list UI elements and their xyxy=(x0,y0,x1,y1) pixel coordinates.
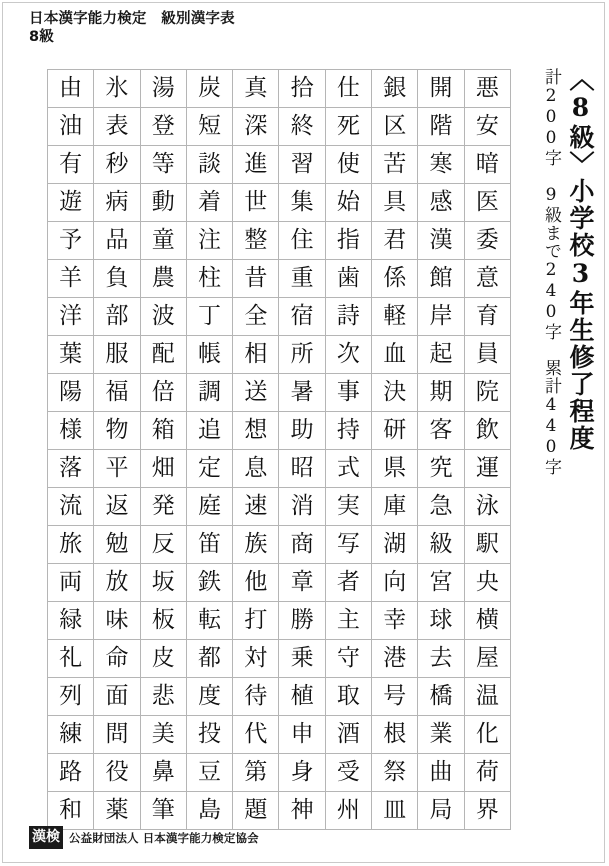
kanji-cell: 予 xyxy=(48,222,94,260)
kanji-cell: 命 xyxy=(94,640,140,678)
kanji-cell: 員 xyxy=(464,336,510,374)
kanji-cell: 館 xyxy=(418,260,464,298)
kanji-cell: 畑 xyxy=(140,450,186,488)
kanji-cell: 放 xyxy=(94,564,140,602)
kanji-cell: 身 xyxy=(279,754,325,792)
kanji-cell: 運 xyxy=(464,450,510,488)
kanji-cell: 対 xyxy=(233,640,279,678)
kanji-cell: 守 xyxy=(325,640,371,678)
kanji-cell: 歯 xyxy=(325,260,371,298)
kanji-cell: 服 xyxy=(94,336,140,374)
kanji-row xyxy=(48,70,511,108)
kanji-cell: 仕 xyxy=(325,70,371,108)
kanji-cell: 詩 xyxy=(325,298,371,336)
kanji-cell: 族 xyxy=(233,526,279,564)
kanji-cell: 動 xyxy=(140,184,186,222)
kanji-cell: 君 xyxy=(372,222,418,260)
kanji-cell: 向 xyxy=(372,564,418,602)
kanji-cell: 負 xyxy=(94,260,140,298)
kanji-cell: 集 xyxy=(279,184,325,222)
kanji-cell: 油 xyxy=(48,108,94,146)
kanji-row xyxy=(48,222,511,260)
kanji-cell: 習 xyxy=(279,146,325,184)
kanji-cell: 暑 xyxy=(279,374,325,412)
kanji-cell: 院 xyxy=(464,374,510,412)
kanji-cell: 流 xyxy=(48,488,94,526)
kanji-cell: 県 xyxy=(372,450,418,488)
kanji-row xyxy=(48,108,511,146)
grade-level-note: 〈8級〉小学校3年生修了程度 xyxy=(566,66,595,452)
kanji-cell: 起 xyxy=(418,336,464,374)
kanji-row xyxy=(48,488,511,526)
kanji-cell: 進 xyxy=(233,146,279,184)
kanji-cell: 湯 xyxy=(140,70,186,108)
kanji-cell: 実 xyxy=(325,488,371,526)
kanji-cell: 由 xyxy=(48,70,94,108)
kanji-cell: 洋 xyxy=(48,298,94,336)
kanji-cell: 区 xyxy=(372,108,418,146)
kanji-cell: 深 xyxy=(233,108,279,146)
kanji-cell: 開 xyxy=(418,70,464,108)
kanji-cell: 題 xyxy=(233,792,279,830)
kanji-cell: 温 xyxy=(464,678,510,716)
kanji-cell: 育 xyxy=(464,298,510,336)
kanji-cell: 羊 xyxy=(48,260,94,298)
kanji-cell: 使 xyxy=(325,146,371,184)
kanji-cell: 宮 xyxy=(418,564,464,602)
kanji-cell: 終 xyxy=(279,108,325,146)
kanji-cell: 乗 xyxy=(279,640,325,678)
kanji-cell: 神 xyxy=(279,792,325,830)
kanji-row xyxy=(48,754,511,792)
kanji-cell: 氷 xyxy=(94,70,140,108)
kanji-cell: 投 xyxy=(186,716,232,754)
kanji-cell: 次 xyxy=(325,336,371,374)
kanji-cell: 死 xyxy=(325,108,371,146)
kanji-row xyxy=(48,678,511,716)
kanji-cell: 消 xyxy=(279,488,325,526)
kanji-cell: 意 xyxy=(464,260,510,298)
kanji-cell: 真 xyxy=(233,70,279,108)
kanji-cell: 柱 xyxy=(186,260,232,298)
kanji-cell: 祭 xyxy=(372,754,418,792)
kanji-cell: 着 xyxy=(186,184,232,222)
kanji-cell: 駅 xyxy=(464,526,510,564)
kanji-row xyxy=(48,260,511,298)
kanji-row xyxy=(48,412,511,450)
kanji-cell: 悪 xyxy=(464,70,510,108)
kanji-cell: 期 xyxy=(418,374,464,412)
kanji-cell: 屋 xyxy=(464,640,510,678)
kanji-cell: 助 xyxy=(279,412,325,450)
kanji-cell: 葉 xyxy=(48,336,94,374)
kanji-cell: 定 xyxy=(186,450,232,488)
kanji-cell: 勝 xyxy=(279,602,325,640)
kanji-cell: 旅 xyxy=(48,526,94,564)
kanji-cell: 昔 xyxy=(233,260,279,298)
kanji-cell: 指 xyxy=(325,222,371,260)
kanji-cell: 係 xyxy=(372,260,418,298)
kanji-cell: 央 xyxy=(464,564,510,602)
kanji-cell: 登 xyxy=(140,108,186,146)
kanji-cell: 住 xyxy=(279,222,325,260)
kanji-cell: 医 xyxy=(464,184,510,222)
kanji-cell: 美 xyxy=(140,716,186,754)
kanji-cell: 配 xyxy=(140,336,186,374)
kanji-cell: 短 xyxy=(186,108,232,146)
kanji-cell: 都 xyxy=(186,640,232,678)
kanji-cell: 重 xyxy=(279,260,325,298)
kanji-cell: 究 xyxy=(418,450,464,488)
kanji-cell: 反 xyxy=(140,526,186,564)
kanji-cell: 漢 xyxy=(418,222,464,260)
kanji-cell: 寒 xyxy=(418,146,464,184)
kanji-cell: 商 xyxy=(279,526,325,564)
kanji-cell: 福 xyxy=(94,374,140,412)
kanji-cell: 送 xyxy=(233,374,279,412)
kanji-cell: 返 xyxy=(94,488,140,526)
kanji-cell: 安 xyxy=(464,108,510,146)
kanji-cell: 整 xyxy=(233,222,279,260)
kanji-cell: 幸 xyxy=(372,602,418,640)
kanji-cell: 勉 xyxy=(94,526,140,564)
kanji-cell: 発 xyxy=(140,488,186,526)
kanji-cell: 部 xyxy=(94,298,140,336)
kanji-row xyxy=(48,792,511,830)
kanji-cell: 宿 xyxy=(279,298,325,336)
kanji-cell: 者 xyxy=(325,564,371,602)
kanji-cell: 緑 xyxy=(48,602,94,640)
kanji-cell: 落 xyxy=(48,450,94,488)
kanji-cell: 曲 xyxy=(418,754,464,792)
kanji-cell: 追 xyxy=(186,412,232,450)
kanji-cell: 度 xyxy=(186,678,232,716)
kanji-cell: 坂 xyxy=(140,564,186,602)
kanji-cell: 血 xyxy=(372,336,418,374)
kanji-cell: 皮 xyxy=(140,640,186,678)
kanji-cell: 暗 xyxy=(464,146,510,184)
kanji-cell: 和 xyxy=(48,792,94,830)
kanji-cell: 談 xyxy=(186,146,232,184)
kanji-cell: 他 xyxy=(233,564,279,602)
kanji-cell: 板 xyxy=(140,602,186,640)
kanji-cell: 受 xyxy=(325,754,371,792)
page-title-line-1: 日本漢字能力検定 級別漢字表 xyxy=(29,11,235,27)
kanji-row xyxy=(48,450,511,488)
kanji-cell: 遊 xyxy=(48,184,94,222)
kanji-cell: 事 xyxy=(325,374,371,412)
kanji-cell: 庫 xyxy=(372,488,418,526)
kanji-cell: 局 xyxy=(418,792,464,830)
kanji-cell: 速 xyxy=(233,488,279,526)
kanji-cell: 箱 xyxy=(140,412,186,450)
kanji-cell: 秒 xyxy=(94,146,140,184)
kanji-cell: 飲 xyxy=(464,412,510,450)
character-count-note: 計200字 9級まで240字 累計440字 xyxy=(541,68,561,476)
kanji-cell: 号 xyxy=(372,678,418,716)
kanji-cell: 昭 xyxy=(279,450,325,488)
kanji-cell: 決 xyxy=(372,374,418,412)
kanji-cell: 皿 xyxy=(372,792,418,830)
kanji-grid-container xyxy=(47,69,511,830)
kanji-cell: 倍 xyxy=(140,374,186,412)
kanji-cell: 注 xyxy=(186,222,232,260)
kanji-row xyxy=(48,526,511,564)
kanji-cell: 第 xyxy=(233,754,279,792)
kanji-row xyxy=(48,146,511,184)
kanji-cell: 品 xyxy=(94,222,140,260)
kanji-cell: 章 xyxy=(279,564,325,602)
kanji-cell: 写 xyxy=(325,526,371,564)
kanji-cell: 取 xyxy=(325,678,371,716)
kanji-cell: 植 xyxy=(279,678,325,716)
kanji-cell: 感 xyxy=(418,184,464,222)
kanji-cell: 級 xyxy=(418,526,464,564)
kanji-cell: 始 xyxy=(325,184,371,222)
kanji-cell: 荷 xyxy=(464,754,510,792)
kanji-cell: 味 xyxy=(94,602,140,640)
kanji-row xyxy=(48,184,511,222)
kanji-cell: 横 xyxy=(464,602,510,640)
kanji-cell: 薬 xyxy=(94,792,140,830)
kanji-cell: 主 xyxy=(325,602,371,640)
kanji-cell: 表 xyxy=(94,108,140,146)
kanji-row xyxy=(48,336,511,374)
kanji-cell: 橋 xyxy=(418,678,464,716)
kanji-cell: 所 xyxy=(279,336,325,374)
kanji-cell: 打 xyxy=(233,602,279,640)
kanji-cell: 等 xyxy=(140,146,186,184)
kanji-cell: 問 xyxy=(94,716,140,754)
kanji-cell: 州 xyxy=(325,792,371,830)
kanji-cell: 列 xyxy=(48,678,94,716)
kanji-cell: 笛 xyxy=(186,526,232,564)
kanji-cell: 式 xyxy=(325,450,371,488)
kanji-cell: 去 xyxy=(418,640,464,678)
kanji-cell: 調 xyxy=(186,374,232,412)
kanji-cell: 客 xyxy=(418,412,464,450)
kanji-cell: 炭 xyxy=(186,70,232,108)
kanji-cell: 世 xyxy=(233,184,279,222)
kanji-cell: 面 xyxy=(94,678,140,716)
kanji-cell: 陽 xyxy=(48,374,94,412)
kanji-cell: 様 xyxy=(48,412,94,450)
kanji-cell: 相 xyxy=(233,336,279,374)
kanji-cell: 庭 xyxy=(186,488,232,526)
page-title-line-2: 8級 xyxy=(29,28,54,45)
kanji-cell: 化 xyxy=(464,716,510,754)
kanji-cell: 鼻 xyxy=(140,754,186,792)
kanji-cell: 業 xyxy=(418,716,464,754)
page-footer xyxy=(29,826,259,849)
kanji-cell: 童 xyxy=(140,222,186,260)
kanji-cell: 銀 xyxy=(372,70,418,108)
kanji-cell: 筆 xyxy=(140,792,186,830)
kanji-cell: 丁 xyxy=(186,298,232,336)
kanji-cell: 軽 xyxy=(372,298,418,336)
kanji-cell: 代 xyxy=(233,716,279,754)
kanji-cell: 物 xyxy=(94,412,140,450)
kanji-cell: 苦 xyxy=(372,146,418,184)
kanji-table xyxy=(47,69,511,830)
kanji-cell: 拾 xyxy=(279,70,325,108)
kanji-cell: 界 xyxy=(464,792,510,830)
kanji-cell: 有 xyxy=(48,146,94,184)
kanji-cell: 平 xyxy=(94,450,140,488)
kanji-row xyxy=(48,602,511,640)
kanji-cell: 持 xyxy=(325,412,371,450)
kanji-cell: 息 xyxy=(233,450,279,488)
kanji-cell: 路 xyxy=(48,754,94,792)
page-header xyxy=(29,11,235,46)
kanken-logo-icon: 漢検 xyxy=(29,826,63,849)
kanji-cell: 練 xyxy=(48,716,94,754)
kanji-row xyxy=(48,298,511,336)
kanji-cell: 役 xyxy=(94,754,140,792)
kanji-cell: 根 xyxy=(372,716,418,754)
kanji-cell: 港 xyxy=(372,640,418,678)
kanji-cell: 転 xyxy=(186,602,232,640)
kanji-cell: 豆 xyxy=(186,754,232,792)
kanji-cell: 悲 xyxy=(140,678,186,716)
kanji-row xyxy=(48,716,511,754)
kanji-cell: 鉄 xyxy=(186,564,232,602)
kanji-cell: 待 xyxy=(233,678,279,716)
kanji-cell: 委 xyxy=(464,222,510,260)
kanji-cell: 想 xyxy=(233,412,279,450)
kanji-cell: 階 xyxy=(418,108,464,146)
kanji-row xyxy=(48,640,511,678)
kanji-cell: 礼 xyxy=(48,640,94,678)
kanji-cell: 急 xyxy=(418,488,464,526)
kanji-cell: 申 xyxy=(279,716,325,754)
kanji-cell: 泳 xyxy=(464,488,510,526)
kanji-cell: 酒 xyxy=(325,716,371,754)
kanji-cell: 両 xyxy=(48,564,94,602)
kanji-cell: 研 xyxy=(372,412,418,450)
kanji-cell: 具 xyxy=(372,184,418,222)
kanji-cell: 湖 xyxy=(372,526,418,564)
kanji-cell: 病 xyxy=(94,184,140,222)
kanji-row xyxy=(48,564,511,602)
kanji-cell: 農 xyxy=(140,260,186,298)
kanji-cell: 帳 xyxy=(186,336,232,374)
kanji-cell: 球 xyxy=(418,602,464,640)
kanji-cell: 波 xyxy=(140,298,186,336)
kanji-cell: 島 xyxy=(186,792,232,830)
kanji-cell: 全 xyxy=(233,298,279,336)
kanji-row xyxy=(48,374,511,412)
kanji-cell: 岸 xyxy=(418,298,464,336)
organization-name: 公益財団法人 日本漢字能力検定協会 xyxy=(69,830,259,845)
